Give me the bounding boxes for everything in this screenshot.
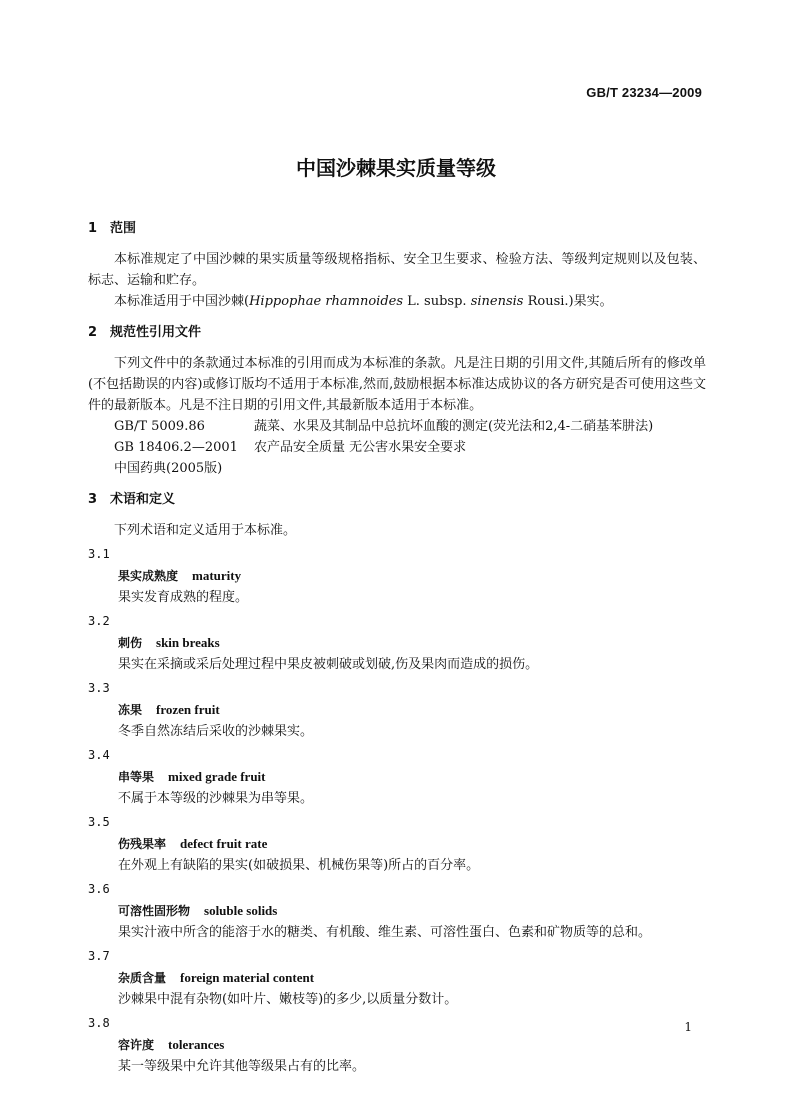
- term-entry: [88, 1013, 706, 1077]
- reference-item: [88, 437, 706, 458]
- term-heading: [88, 1034, 706, 1056]
- term-definition: 果实发育成熟的程度。: [118, 590, 249, 605]
- term-definition: 果实汁液中所含的能溶于水的糖类、有机酸、维生素、可溶性蛋白、色素和矿物质等的总和。: [118, 925, 652, 940]
- scope-paragraph-1: 本标准规定了中国沙棘的果实质量等级规格指标、安全卫生要求、检验方法、等级判定规则以及包装、标志、运输和贮存。: [88, 252, 706, 288]
- term-heading: [88, 766, 706, 788]
- reference-code: GB/T 5009.86: [114, 419, 205, 434]
- section-heading-terms: [88, 489, 706, 510]
- term-zh: 杂质含量: [118, 971, 167, 985]
- term-en: soluble solids: [204, 903, 278, 918]
- term-number: 3.8: [88, 1016, 110, 1030]
- reference-title: 农产品安全质量 无公害水果安全要求: [254, 440, 467, 455]
- term-entry: [88, 678, 706, 742]
- term-definition: 某一等级果中允许其他等级果占有的比率。: [118, 1059, 366, 1074]
- section-heading-scope: [88, 218, 706, 239]
- term-zh: 容许度: [118, 1038, 155, 1052]
- subspecies-name: sinensis: [470, 294, 524, 309]
- term-number: 3.3: [88, 681, 110, 695]
- term-definition: 果实在采摘或采后处理过程中果皮被刺破或划破,伤及果肉而造成的损伤。: [118, 657, 539, 672]
- document-body: [88, 218, 706, 1077]
- scope-text: Rousi.)果实。: [523, 294, 613, 309]
- document-title: 中国沙棘果实质量等级: [296, 156, 496, 180]
- term-number: 3.4: [88, 748, 110, 762]
- section-title: 规范性引用文件: [110, 325, 202, 340]
- section-number: 3: [88, 492, 98, 507]
- term-zh: 串等果: [118, 770, 155, 784]
- scope-paragraph-2: [88, 291, 706, 312]
- term-zh: 可溶性固形物: [118, 904, 191, 918]
- term-zh: 伤残果率: [118, 837, 167, 851]
- term-definition: 在外观上有缺陷的果实(如破损果、机械伤果等)所占的百分率。: [118, 858, 480, 873]
- term-entry: [88, 946, 706, 1010]
- term-en: mixed grade fruit: [168, 769, 266, 784]
- term-entry: [88, 544, 706, 608]
- term-zh: 果实成熟度: [118, 569, 179, 583]
- section-number: 2: [88, 325, 98, 340]
- term-number: 3.5: [88, 815, 110, 829]
- term-heading: [88, 833, 706, 855]
- page-number: 1: [684, 1020, 692, 1034]
- term-heading: [88, 900, 706, 922]
- term-entry: [88, 745, 706, 809]
- term-heading: [88, 699, 706, 721]
- section-title: 范围: [110, 221, 137, 236]
- term-entry: [88, 879, 706, 943]
- term-zh: 冻果: [118, 703, 143, 717]
- term-entry: [88, 812, 706, 876]
- references-intro: 下列文件中的条款通过本标准的引用而成为本标准的条款。凡是注日期的引用文件,其随后所有的修改单(不包括勘误的内容)或修订版均不适用于本标准,然而,鼓励根据本标准达成协议的各方研究是否可使用这些文件的最新版本。凡是不注日期的引用文件,其最新版本适用于本标准。: [88, 356, 706, 413]
- reference-item: [88, 416, 706, 437]
- term-heading: [88, 967, 706, 989]
- scope-text: 本标准适用于中国沙棘(: [114, 294, 250, 309]
- term-en: tolerances: [168, 1037, 225, 1052]
- term-en: skin breaks: [156, 635, 220, 650]
- term-entry: [88, 611, 706, 675]
- term-en: foreign material content: [180, 970, 315, 985]
- term-definition: 不属于本等级的沙棘果为串等果。: [118, 791, 314, 806]
- term-en: defect fruit rate: [180, 836, 268, 851]
- section-title: 术语和定义: [110, 492, 176, 507]
- terms-intro: 下列术语和定义适用于本标准。: [114, 523, 297, 538]
- term-zh: 刺伤: [118, 636, 143, 650]
- term-en: frozen fruit: [156, 702, 220, 717]
- standard-number: GB/T 23234—2009: [586, 85, 702, 100]
- term-definition: 冬季自然冻结后采收的沙棘果实。: [118, 724, 314, 739]
- section-heading-references: [88, 322, 706, 343]
- section-number: 1: [88, 221, 98, 236]
- term-number: 3.6: [88, 882, 110, 896]
- reference-title: 蔬菜、水果及其制品中总抗坏血酸的测定(荧光法和2,4-二硝基苯肼法): [254, 419, 654, 434]
- reference-title: 中国药典(2005版): [114, 461, 223, 476]
- reference-item: [88, 458, 706, 479]
- term-number: 3.1: [88, 547, 110, 561]
- species-name: Hippophae rhamnoides: [249, 294, 404, 309]
- term-number: 3.2: [88, 614, 110, 628]
- term-heading: [88, 565, 706, 587]
- reference-code: GB 18406.2—2001: [114, 440, 238, 455]
- term-en: maturity: [192, 568, 242, 583]
- term-number: 3.7: [88, 949, 110, 963]
- term-heading: [88, 632, 706, 654]
- scope-text: L. subsp.: [403, 294, 471, 309]
- term-definition: 沙棘果中混有杂物(如叶片、嫩枝等)的多少,以质量分数计。: [118, 992, 458, 1007]
